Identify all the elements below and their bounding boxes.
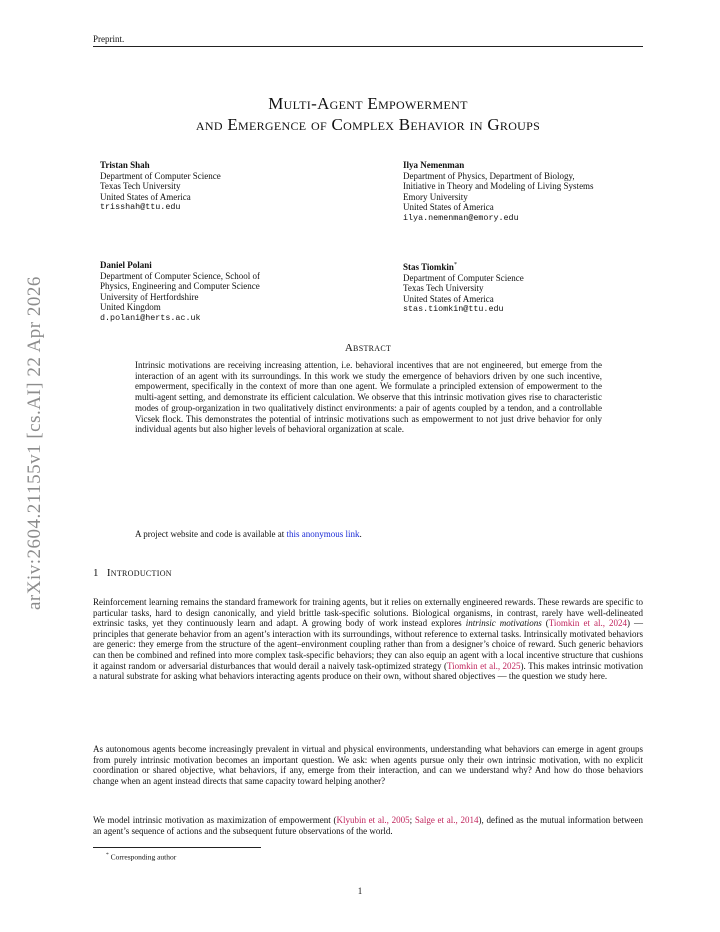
author-block-4 (403, 260, 524, 315)
abstract-text: Intrinsic motivations are receiving increasing attention, i.e. behavioral incentives that are not engineered, but emerge from the interaction of an agent with its surroundings. In this work we study the emergence of behaviors driven by one such incentive, empowerment, specifically in the context of more than one agent. We formulate a principled extension of empowerment to the multi-agent setting, and demonstrate its efficient calculation. We observe that this intrinsic motivation gives rise to characteristic modes of group-organization in two qualitatively distinct environments: a pair of agents coupled by a tendon, and a controllable Vicsek flock. This demonstrates the potential of intrinsic motivations such as empowerment to not just drive behavior for only individual agents but also higher levels of behavioral organization at scale. (135, 360, 602, 435)
section-number: 1 (93, 567, 99, 579)
author-affiliation: United States of America (403, 293, 494, 304)
citation-link[interactable]: Tiomkin et al., 2025 (446, 660, 521, 671)
intro-paragraph-2: As autonomous agents become increasingly prevalent in virtual and physical environments, understanding what behaviors can emerge in agent groups from purely intrinsic motivation becomes an important question. We ask: when agents pursue only their own intrinsic motivation, with no explicit coordination or shared objective, what behaviors, if any, emerge from their interaction, and can we understand why? And how do those behaviors change when an agent instead directs that same capacity toward helping another? (93, 744, 643, 786)
author-name: Stas Tiomkin* (403, 262, 457, 272)
project-link-prefix: A project website and code is available at (135, 529, 287, 539)
author-affiliation: Emory University (403, 191, 468, 202)
author-affiliation: Initiative in Theory and Modeling of Living Systems (403, 181, 594, 191)
intro-paragraph-1: Reinforcement learning remains the standard framework for training agents, but it relies on externally engineered rewards. These rewards are specific to particular tasks, hard to design canonically, and yield brittle task-specific solutions. Biological organisms, in contrast, rarely have well-delineated extrinsic tasks, yet they continuously learn and adapt. A growing body of work instead explores intrinsic motivations (Tiomkin et al., 2024) — principles that generate behavior from an agent’s interaction with its surroundings, without reference to external tasks. Intrinsically motivated behaviors are generic: they emerge from the structure of the agent–environment coupling rather than from a designer’s choice of reward. Such generic behaviors can then be combined and refined into more complex task-specific behaviors; they can also equip an agent with a local incentive structure that cushions it against random or adversarial disturbances that would derail a naively task-optimized strategy (Tiomkin et al., 2025). This makes intrinsic motivation a natural substrate for asking what behaviors interacting agents produce on their own, without shared objectives — the question we study here. (93, 597, 643, 682)
abstract-heading: Abstract (344, 342, 392, 354)
title-line-2: and Emergence of Complex Behavior in Groups (195, 115, 541, 134)
author-block-2 (403, 160, 594, 223)
section-title: Introduction (106, 567, 172, 579)
author-affiliation: United States of America (100, 191, 191, 202)
author-email[interactable]: trisshah@ttu.edu (100, 202, 181, 212)
author-affiliation: Department of Physics, Department of Biology, (403, 170, 575, 181)
arxiv-watermark: arXiv:2604.21155v1 [cs.AI] 22 Apr 2026 (24, 276, 45, 610)
intro-paragraph-3: We model intrinsic motivation as maximization of empowerment (Klyubin et al., 2005; Salge et al., 2014), defined as the mutual information between an agent’s sequence of actions and the subsequent future observations of the world. (93, 815, 643, 836)
footnote-text: Corresponding author (110, 852, 177, 862)
author-name: Daniel Polani (100, 260, 152, 270)
project-link-suffix: . (359, 529, 362, 539)
citation-link[interactable]: Salge et al., 2014 (414, 815, 479, 825)
emphasis: intrinsic motivations (465, 618, 542, 629)
project-link[interactable]: this anonymous link (286, 529, 360, 539)
paper-title (93, 93, 643, 135)
author-block-1 (100, 160, 221, 213)
author-name: Ilya Nemenman (403, 160, 465, 170)
author-affiliation: Department of Computer Science (403, 272, 524, 283)
title-line-1: Multi-Agent Empowerment (268, 94, 468, 113)
footnote-mark: * (106, 852, 109, 858)
page-number: 1 (357, 886, 363, 896)
citation-link[interactable]: Klyubin et al., 2005 (336, 815, 410, 825)
author-affiliation: Department of Computer Science (100, 170, 221, 181)
author-affiliation: University of Hertfordshire (100, 291, 199, 302)
author-name: Tristan Shah (100, 160, 150, 170)
author-block-3 (100, 260, 260, 323)
author-affiliation: United States of America (403, 202, 494, 212)
running-header (93, 34, 643, 47)
author-affiliation: Department of Computer Science, School of (100, 270, 260, 281)
corresponding-mark: * (453, 262, 457, 268)
author-email[interactable]: ilya.nemenman@emory.edu (403, 212, 519, 223)
author-affiliation: Physics, Engineering and Computer Science (100, 281, 260, 291)
author-affiliation: Texas Tech University (100, 181, 181, 191)
author-affiliation: Texas Tech University (403, 283, 484, 293)
footnote (106, 851, 176, 862)
footnote-rule (93, 847, 261, 848)
project-link-line (135, 529, 602, 540)
author-email[interactable]: stas.tiomkin@ttu.edu (403, 304, 504, 314)
header-label: Preprint. (93, 34, 125, 44)
section-heading (93, 567, 172, 579)
citation-link[interactable]: Tiomkin et al., 2024 (548, 618, 627, 629)
author-email[interactable]: d.polani@herts.ac.uk (100, 312, 201, 323)
author-affiliation: United Kingdom (100, 302, 161, 312)
